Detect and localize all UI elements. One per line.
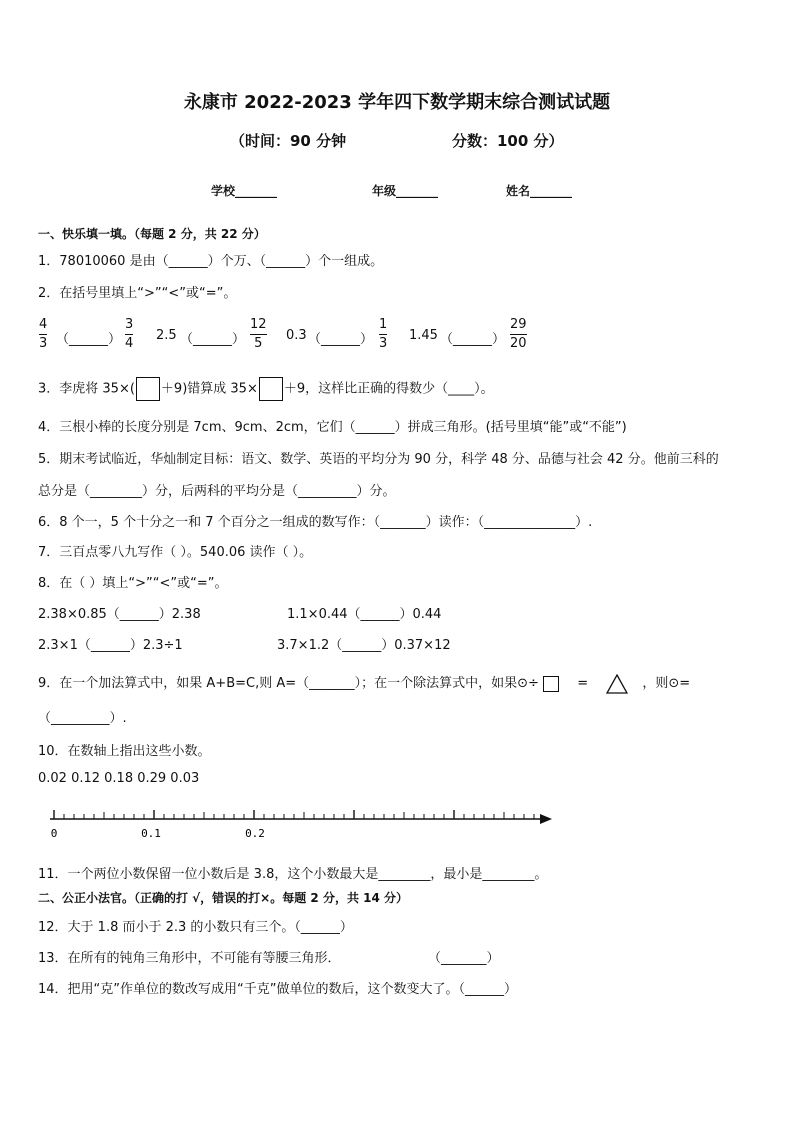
question-1: 1．78010060 是由（______）个万、（______）个一组成。 <box>38 254 384 269</box>
value-2-5: 2.5 <box>156 328 177 343</box>
value-1-45: 1.45 <box>409 328 438 343</box>
question-10: 10．在数轴上指出这些小数。 <box>38 744 211 759</box>
number-line-arrow <box>540 814 552 824</box>
number-line <box>40 800 600 845</box>
number-line-label-0-2: 0.2 <box>245 827 265 840</box>
section-2-heading: 二、公正小法官。（正确的打 √，错误的打×。每题 2 分，共 14 分） <box>38 891 408 905</box>
denominator: 5 <box>254 336 263 351</box>
question-5-line-1: 5．期末考试临近，华灿制定目标：语文、数学、英语的平均分为 90 分，科学 48 分、品德与社会 42 分。他前三科的 <box>38 452 719 467</box>
question-8: 8．在（ ）填上“>”“<”或“=”。 <box>38 576 228 591</box>
fraction-1-3 <box>379 317 387 352</box>
question-5-line-2: 总分是（________）分，后两科的平均分是（_________）分。 <box>38 484 396 499</box>
question-9-part-2: ，则⊙= <box>642 676 691 691</box>
blank-box <box>136 377 160 401</box>
question-12: 12．大于 1.8 而小于 2.3 的小数只有三个。（______） <box>38 920 353 935</box>
fraction-3-4 <box>125 317 133 352</box>
number-line-label-0: 0 <box>50 827 58 840</box>
equals-sign: = <box>577 676 589 691</box>
score-label: 分数：100 分） <box>452 132 564 150</box>
numerator: 4 <box>39 317 48 332</box>
time-label: （时间：90 分钟 <box>230 132 347 150</box>
denominator: 3 <box>379 336 388 351</box>
page-title: 永康市 2022-2023 学年四下数学期末综合测试试题 <box>183 92 611 113</box>
compare-blank: （______） <box>440 332 506 347</box>
fraction-bar <box>125 334 133 335</box>
compare-blank: （______） <box>180 332 246 347</box>
question-11: 11．一个两位小数保留一位小数后是 3.8，这个小数最大是________，最小是________。 <box>38 867 548 882</box>
fraction-bar <box>250 334 267 335</box>
triangle-icon <box>606 674 628 694</box>
square-icon <box>543 676 559 692</box>
question-9-line-2: （_________）. <box>38 711 127 726</box>
numerator: 3 <box>125 317 134 332</box>
denominator: 20 <box>510 336 527 351</box>
numerator: 12 <box>250 317 267 332</box>
grade-field: 年级_______ <box>372 184 439 198</box>
question-3-part-3: ＋9，这样比正确的得数少（____）。 <box>283 381 494 397</box>
fraction-29-20 <box>510 317 527 352</box>
value-0-3: 0.3 <box>286 328 307 343</box>
question-14: 14．把用“克”作单位的数改写成用“千克”做单位的数后，这个数变大了。（______） <box>38 982 517 997</box>
fraction-bar <box>39 334 47 335</box>
name-field: 姓名_______ <box>506 184 573 198</box>
question-8-item-a: 2.38×0.85（______）2.38 <box>38 607 201 622</box>
question-8-item-c: 2.3×1（______）2.3÷1 <box>38 638 183 653</box>
question-13: 13．在所有的钝角三角形中，不可能有等腰三角形． <box>38 951 341 966</box>
question-6: 6．8 个一，5 个十分之一和 7 个百分之一组成的数写作：（_______）读作：（______________）. <box>38 515 593 530</box>
question-8-item-d: 3.7×1.2（______）0.37×12 <box>277 638 451 653</box>
school-field: 学校_______ <box>211 184 278 198</box>
question-7: 7．三百点零八九写作（ ）。540.06 读作（ ）。 <box>38 545 313 560</box>
compare-blank: （______） <box>56 332 122 347</box>
question-9-part-1: 9．在一个加法算式中，如果 A+B=C,则 A=（_______）；在一个除法算式中，如果⊙÷ <box>38 676 539 691</box>
blank-box <box>259 377 283 401</box>
question-3 <box>38 377 494 401</box>
question-4: 4．三根小棒的长度分别是 7cm、9cm、2cm，它们（______）拼成三角形。(括号里填“能”或“不能”) <box>38 420 627 435</box>
question-3-part-1: 3．李虎将 35×( <box>38 381 135 397</box>
question-9 <box>38 672 690 694</box>
fraction-bar <box>379 334 387 335</box>
question-3-part-2: ＋9)错算成 35× <box>160 381 258 397</box>
fraction-bar <box>510 334 527 335</box>
fraction-12-5 <box>250 317 267 352</box>
compare-blank: （______） <box>308 332 374 347</box>
numerator: 29 <box>510 317 527 332</box>
denominator: 4 <box>125 336 134 351</box>
question-10-values: 0.02 0.12 0.18 0.29 0.03 <box>38 771 200 786</box>
section-1-heading: 一、快乐填一填。（每题 2 分，共 22 分） <box>38 227 266 241</box>
number-line-label-0-1: 0.1 <box>141 827 161 840</box>
numerator: 1 <box>379 317 388 332</box>
question-2: 2．在括号里填上“>”“<”或“=”。 <box>38 286 237 301</box>
question-8-item-b: 1.1×0.44（______）0.44 <box>287 607 442 622</box>
fraction-4-3 <box>39 317 47 352</box>
denominator: 3 <box>39 336 48 351</box>
question-13-blank: （_______） <box>428 951 500 966</box>
number-line-ticks <box>54 810 534 819</box>
